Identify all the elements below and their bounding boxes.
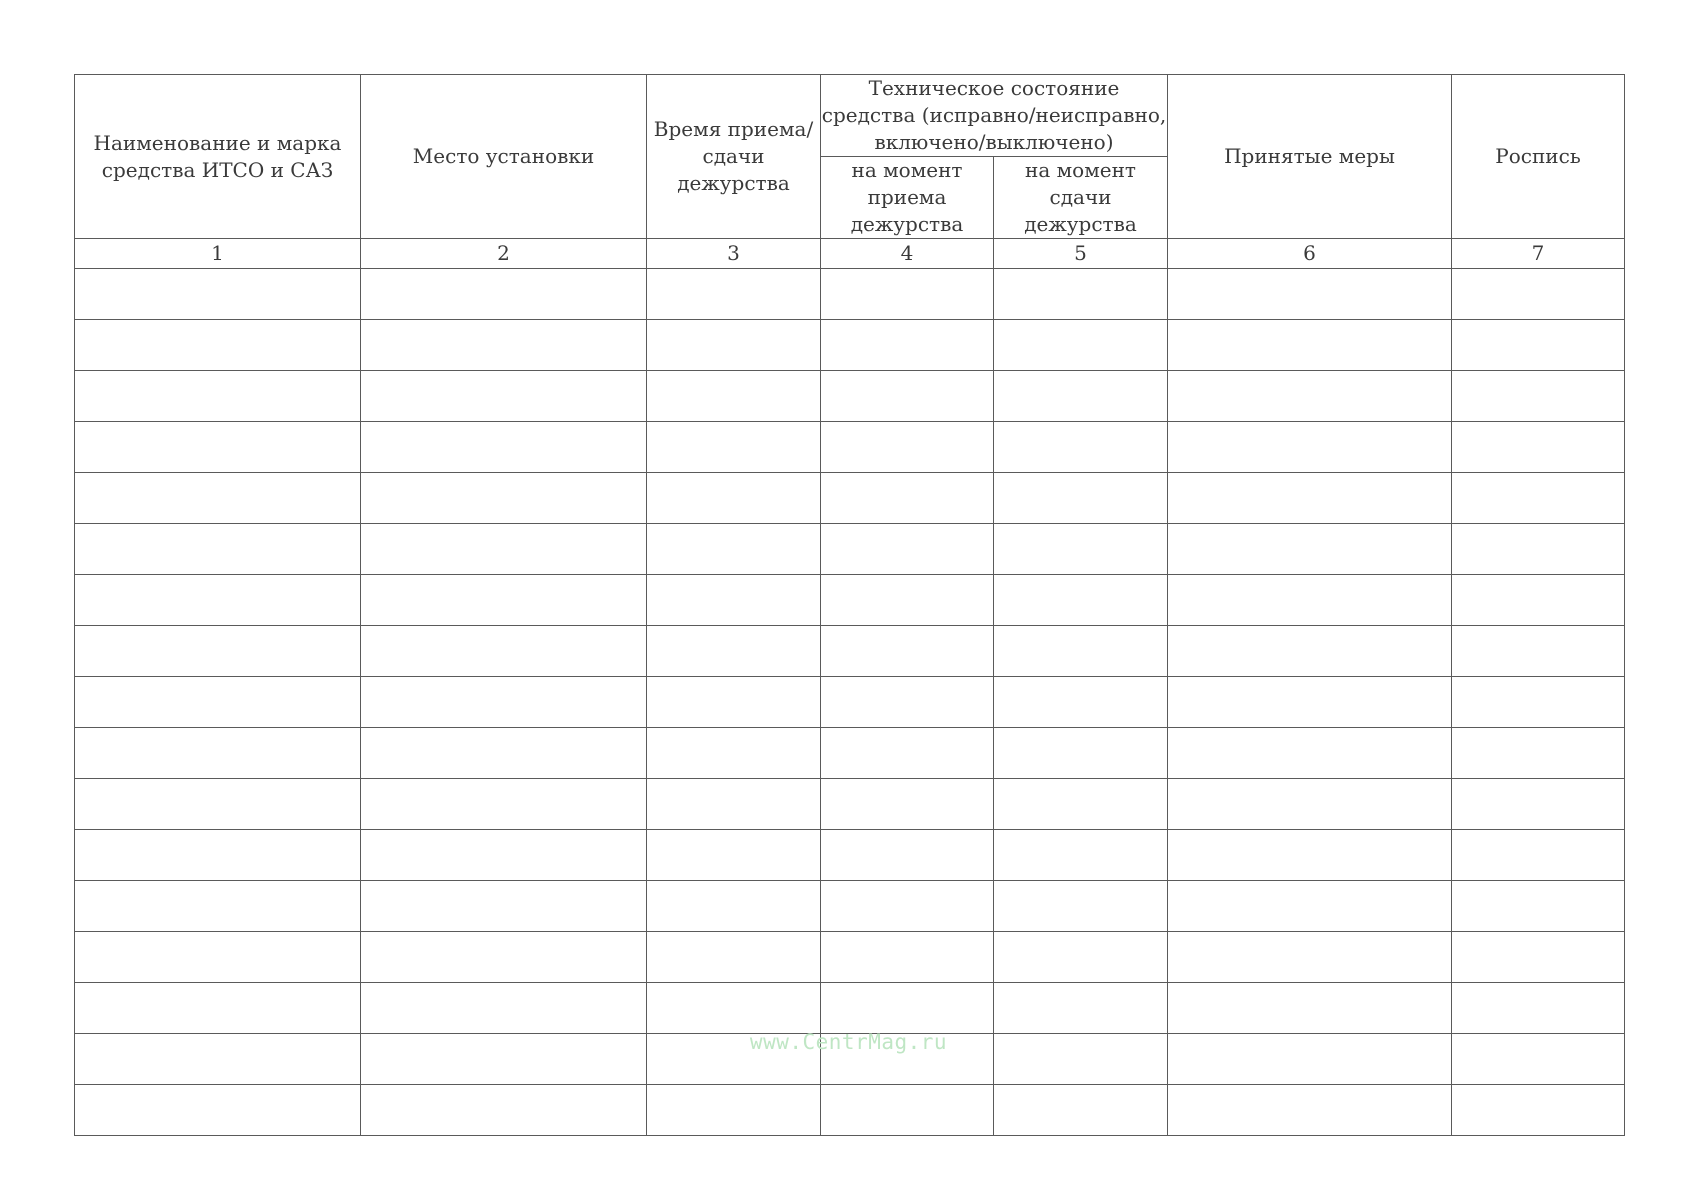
table-cell (647, 932, 821, 983)
header-measures: Принятые меры (1168, 75, 1452, 239)
table-cell (994, 371, 1168, 422)
table-cell (994, 575, 1168, 626)
table-cell (1452, 779, 1625, 830)
table-cell (821, 524, 994, 575)
header-at-accept: на момент приема дежурства (821, 157, 994, 239)
table-cell (75, 830, 361, 881)
table-cell (75, 320, 361, 371)
table-row (75, 371, 1625, 422)
table-cell (994, 524, 1168, 575)
table-row (75, 932, 1625, 983)
table-cell (1168, 830, 1452, 881)
table-cell (361, 626, 647, 677)
table-cell (994, 422, 1168, 473)
table-cell (647, 371, 821, 422)
table-cell (1452, 932, 1625, 983)
table-cell (994, 626, 1168, 677)
table-row (75, 422, 1625, 473)
table-cell (647, 881, 821, 932)
table-row (75, 269, 1625, 320)
table-cell (994, 473, 1168, 524)
table-row (75, 830, 1625, 881)
table-cell (647, 422, 821, 473)
table-cell (647, 779, 821, 830)
table-cell (361, 932, 647, 983)
table-cell (75, 371, 361, 422)
table-cell (75, 779, 361, 830)
table-cell (821, 983, 994, 1034)
table-cell (994, 830, 1168, 881)
table-cell (994, 677, 1168, 728)
table-cell (361, 269, 647, 320)
table-cell (75, 269, 361, 320)
table-cell (361, 575, 647, 626)
table-row (75, 881, 1625, 932)
table-cell (1168, 983, 1452, 1034)
table-row (75, 779, 1625, 830)
table-cell (1168, 1085, 1452, 1136)
table-cell (361, 830, 647, 881)
table-cell (1168, 779, 1452, 830)
table-cell (821, 575, 994, 626)
column-number: 2 (361, 239, 647, 269)
table-cell (1452, 1085, 1625, 1136)
table-cell (75, 575, 361, 626)
table-cell (75, 1085, 361, 1136)
table-row (75, 626, 1625, 677)
table-row (75, 1085, 1625, 1136)
table-cell (821, 779, 994, 830)
table-cell (361, 422, 647, 473)
duty-log-table (74, 74, 1625, 1136)
table-cell (1452, 422, 1625, 473)
table-cell (994, 1085, 1168, 1136)
table-cell (994, 932, 1168, 983)
table-cell (1168, 422, 1452, 473)
table-cell (821, 371, 994, 422)
table-cell (821, 626, 994, 677)
table-cell (1452, 320, 1625, 371)
table-cell (75, 422, 361, 473)
table-cell (821, 728, 994, 779)
table-cell (1452, 473, 1625, 524)
table-cell (821, 473, 994, 524)
table-cell (1452, 626, 1625, 677)
table-cell (647, 830, 821, 881)
table-cell (361, 524, 647, 575)
header-name: Наименование и марка средства ИТСО и САЗ (75, 75, 361, 239)
table-cell (75, 932, 361, 983)
table-row (75, 983, 1625, 1034)
table-cell (647, 1085, 821, 1136)
table-row (75, 677, 1625, 728)
table-cell (1452, 575, 1625, 626)
table-cell (647, 575, 821, 626)
table-cell (994, 320, 1168, 371)
table-row (75, 728, 1625, 779)
table-cell (994, 269, 1168, 320)
column-number-row (75, 239, 1625, 269)
table-cell (75, 524, 361, 575)
table-body (75, 239, 1625, 1136)
table-cell (1168, 371, 1452, 422)
table-cell (821, 932, 994, 983)
table-cell (1452, 830, 1625, 881)
table-cell (75, 473, 361, 524)
table-cell (821, 320, 994, 371)
column-number: 1 (75, 239, 361, 269)
table-cell (361, 983, 647, 1034)
column-number: 7 (1452, 239, 1625, 269)
table-cell (1168, 932, 1452, 983)
table-cell (361, 881, 647, 932)
table-row (75, 575, 1625, 626)
table-cell (1168, 269, 1452, 320)
table-cell (361, 320, 647, 371)
header-signature: Роспись (1452, 75, 1625, 239)
table-cell (1452, 269, 1625, 320)
table-cell (1168, 575, 1452, 626)
table-cell (75, 728, 361, 779)
table-cell (647, 320, 821, 371)
table-cell (1168, 677, 1452, 728)
table-cell (821, 269, 994, 320)
table-cell (821, 677, 994, 728)
column-number: 6 (1168, 239, 1452, 269)
table-cell (647, 983, 821, 1034)
table-cell (647, 677, 821, 728)
column-number: 5 (994, 239, 1168, 269)
header-tech-state: Техническое состояние средства (исправно/неисправно, включено/выключено) (821, 75, 1168, 157)
column-number: 3 (647, 239, 821, 269)
table-cell (1168, 320, 1452, 371)
table-cell (994, 728, 1168, 779)
table-row (75, 524, 1625, 575)
table-cell (361, 473, 647, 524)
table-cell (1168, 881, 1452, 932)
table-cell (1168, 473, 1452, 524)
table-cell (821, 830, 994, 881)
table-cell (1452, 881, 1625, 932)
table-cell (1452, 983, 1625, 1034)
table-cell (361, 371, 647, 422)
table-cell (647, 269, 821, 320)
table-cell (647, 626, 821, 677)
table-row (75, 473, 1625, 524)
table-row (75, 320, 1625, 371)
table-cell (361, 1085, 647, 1136)
table-cell (821, 422, 994, 473)
table-cell (75, 881, 361, 932)
table-header (75, 75, 1625, 239)
table-cell (1452, 677, 1625, 728)
table-cell (647, 728, 821, 779)
header-time: Время приема/ сдачи дежурства (647, 75, 821, 239)
table-cell (647, 524, 821, 575)
table-cell (647, 473, 821, 524)
table-cell (361, 779, 647, 830)
table-cell (1452, 728, 1625, 779)
watermark: www.CentrMag.ru (749, 1030, 948, 1054)
table-cell (1168, 524, 1452, 575)
table-cell (1168, 728, 1452, 779)
table-cell (821, 1085, 994, 1136)
table-cell (75, 983, 361, 1034)
header-place: Место установки (361, 75, 647, 239)
table-cell (361, 728, 647, 779)
table-cell (821, 881, 994, 932)
column-number: 4 (821, 239, 994, 269)
table-cell (361, 677, 647, 728)
table-cell (1452, 524, 1625, 575)
table-cell (1452, 371, 1625, 422)
table-cell (994, 983, 1168, 1034)
table-cell (75, 626, 361, 677)
table-cell (994, 779, 1168, 830)
table-cell (994, 881, 1168, 932)
table-cell (1168, 626, 1452, 677)
header-at-handover: на момент сдачи дежурства (994, 157, 1168, 239)
table-cell (75, 677, 361, 728)
